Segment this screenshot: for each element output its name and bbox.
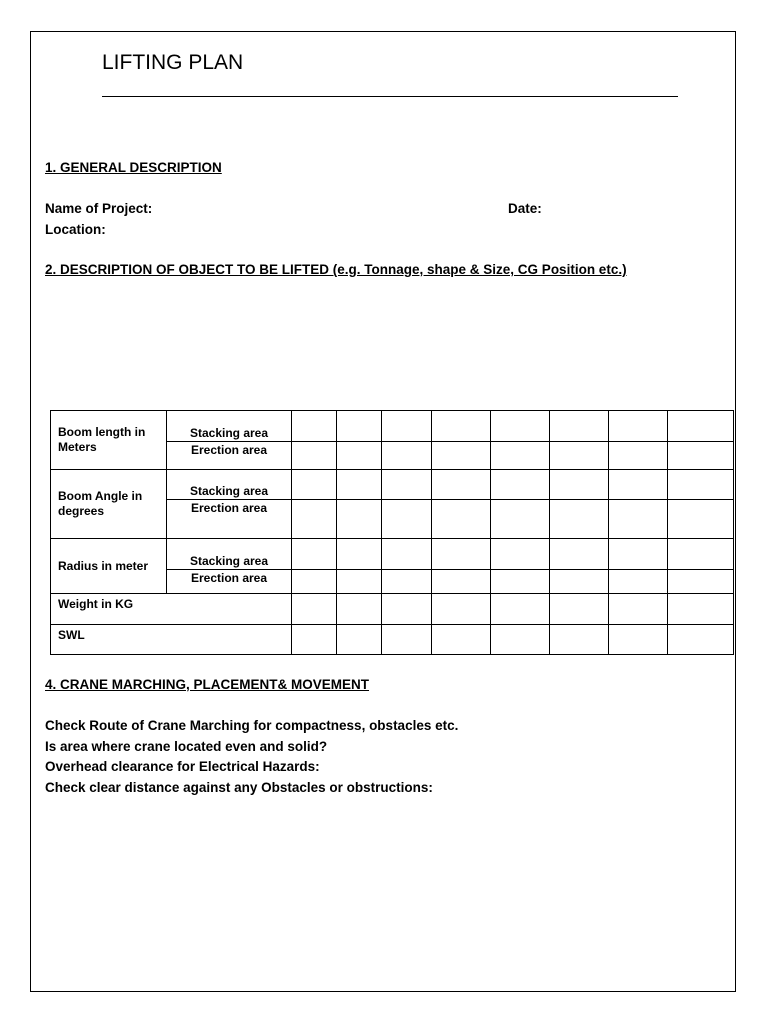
project-name-label: Name of Project: [45,201,153,216]
section-1-heading: 1. GENERAL DESCRIPTION [45,160,222,175]
table-cell[interactable] [550,470,609,500]
weight-label: Weight in KG [51,594,292,625]
table-cell[interactable] [382,500,432,539]
table-row [51,539,734,570]
check-item: Overhead clearance for Electrical Hazards: [45,759,320,774]
table-cell[interactable] [550,570,609,594]
date-label: Date: [508,201,542,216]
table-cell[interactable] [609,594,668,625]
table-cell[interactable] [292,500,337,539]
table-cell[interactable] [432,470,491,500]
table-cell[interactable] [550,442,609,470]
table-cell[interactable] [292,411,337,442]
table-cell[interactable] [491,625,550,655]
boom-angle-label: Boom Angle in degrees [51,470,167,539]
swl-label: SWL [51,625,292,655]
table-cell[interactable] [432,594,491,625]
table-cell[interactable] [432,570,491,594]
table-cell[interactable] [609,570,668,594]
table-cell[interactable] [491,539,550,570]
section-4-heading: 4. CRANE MARCHING, PLACEMENT& MOVEMENT [45,677,370,692]
table-cell[interactable] [491,500,550,539]
table-cell[interactable] [292,442,337,470]
table-cell[interactable] [668,442,734,470]
table-row [51,411,734,442]
table-cell[interactable] [382,411,432,442]
table-cell[interactable] [432,411,491,442]
table-cell[interactable] [382,539,432,570]
stacking-area-label: Stacking area [167,470,292,500]
stacking-area-label: Stacking area [167,539,292,570]
check-item: Check Route of Crane Marching for compactness, obstacles etc. [45,718,459,733]
table-cell[interactable] [491,570,550,594]
table-cell[interactable] [609,500,668,539]
table-row [51,594,734,625]
table-cell[interactable] [292,594,337,625]
table-cell[interactable] [432,500,491,539]
table-cell[interactable] [550,539,609,570]
table-cell[interactable] [491,594,550,625]
table-cell[interactable] [337,539,382,570]
table-row [51,470,734,500]
erection-area-label: Erection area [167,442,292,470]
table-cell[interactable] [292,570,337,594]
table-cell[interactable] [668,470,734,500]
boom-length-label: Boom length in Meters [51,411,167,470]
table-cell[interactable] [382,570,432,594]
title-underline [102,96,678,97]
table-cell[interactable] [382,470,432,500]
table-cell[interactable] [491,411,550,442]
table-cell[interactable] [292,625,337,655]
table-cell[interactable] [292,539,337,570]
table-cell[interactable] [550,411,609,442]
radius-label: Radius in meter [51,539,167,594]
table-cell[interactable] [609,539,668,570]
table-cell[interactable] [337,442,382,470]
table-cell[interactable] [491,470,550,500]
table-cell[interactable] [668,625,734,655]
crane-parameters-table [50,410,734,655]
table-cell[interactable] [609,625,668,655]
erection-area-label: Erection area [167,500,292,539]
table-cell[interactable] [550,594,609,625]
table-cell[interactable] [432,539,491,570]
table-cell[interactable] [668,570,734,594]
check-item: Is area where crane located even and solid? [45,739,328,754]
table-cell[interactable] [337,470,382,500]
table-cell[interactable] [337,500,382,539]
table-cell[interactable] [337,594,382,625]
location-label: Location: [45,222,106,237]
table-cell[interactable] [668,500,734,539]
erection-area-label: Erection area [167,570,292,594]
table-cell[interactable] [609,411,668,442]
section-2-heading: 2. DESCRIPTION OF OBJECT TO BE LIFTED (e.g. Tonnage, shape & Size, CG Position etc.) [45,262,627,277]
document-title: LIFTING PLAN [102,51,244,74]
table-cell[interactable] [668,411,734,442]
table-row [51,625,734,655]
table-cell[interactable] [382,625,432,655]
table-cell[interactable] [337,570,382,594]
table-cell[interactable] [337,411,382,442]
table-cell[interactable] [609,470,668,500]
table-cell[interactable] [609,442,668,470]
table-cell[interactable] [432,625,491,655]
table-cell[interactable] [292,470,337,500]
table-cell[interactable] [382,594,432,625]
table-cell[interactable] [668,594,734,625]
table-cell[interactable] [668,539,734,570]
check-item: Check clear distance against any Obstacles or obstructions: [45,780,433,795]
table-cell[interactable] [550,625,609,655]
table-cell[interactable] [550,500,609,539]
table-cell[interactable] [491,442,550,470]
table-cell[interactable] [337,625,382,655]
table-cell[interactable] [432,442,491,470]
table-cell[interactable] [382,442,432,470]
stacking-area-label: Stacking area [167,411,292,442]
